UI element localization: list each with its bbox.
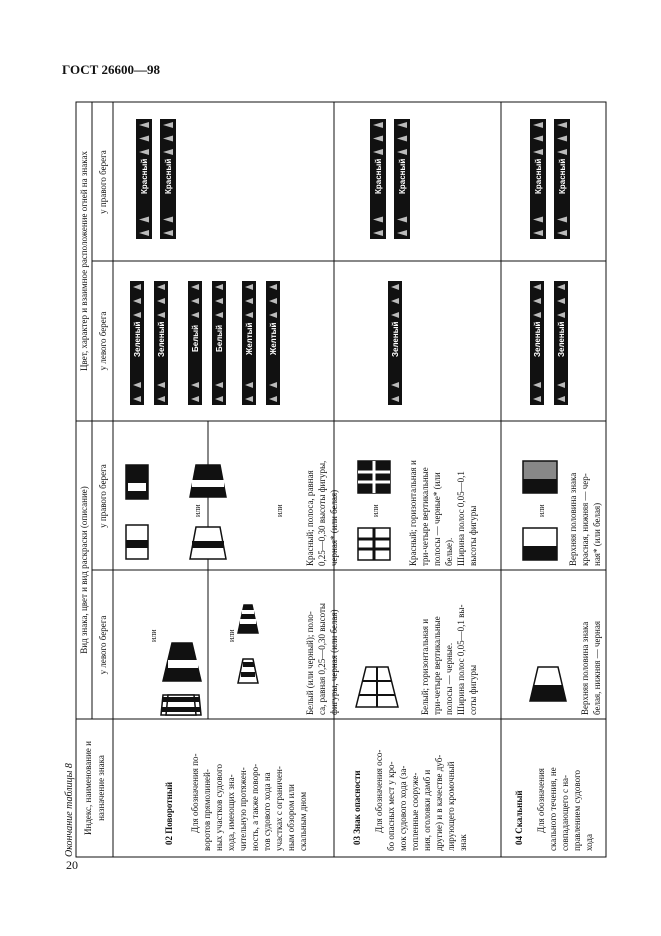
left-text-line: Ширина полос 0,05—0,1 вы- [456,604,466,715]
row-03-title: 03 Знак опасности [352,770,362,845]
desc-line: совпадающего с на- [560,774,570,851]
header-sign-view: Вид знака, цвет и вид раскраски (описание) [79,486,89,654]
light-label-green: Зеленый [133,321,142,357]
or-label: или [193,504,202,517]
row-03-right-text [408,460,478,566]
header-col1-line1: Индекс, наименование и [83,741,93,835]
row-04 [514,119,602,851]
left-text-line: Белый (или черный); поло- [305,611,315,715]
row-02-description [190,754,308,851]
right-text-line: Верхняя половина знака [568,472,578,566]
row-02-left-text [305,603,339,715]
header-left-bank-view: у левого берега [98,615,108,675]
light-label-red: Красный [398,158,407,194]
desc-line: участках с ограничен- [274,766,284,851]
sign-turning-left-small [166,695,196,715]
desc-line: чительную протяжен- [238,767,248,851]
left-text-line: белая, нижняя — черная [592,621,602,715]
row-02 [126,119,339,851]
table-caption: Окончание таблицы 8 [64,763,75,857]
light-label-green: Зеленый [157,321,166,357]
desc-line: скальным дном [298,791,308,851]
header-left-bank-lights: у левого берега [98,311,108,371]
header-right-bank-view: у правого берега [98,464,108,528]
right-text-line: полосы — черные* (или [432,472,442,566]
header-col1-line2: назначение знака [96,755,106,821]
right-text-line: Красный; горизонтальная и [408,460,418,566]
desc-line: правлением судового [572,769,582,851]
sign-turning-left-small-dark [238,659,258,683]
sign-turning-right-a [126,525,148,559]
row-03 [352,119,478,851]
light-label-green: Зеленый [557,321,566,357]
right-text-line: высоты фигуры [468,505,478,566]
page-number: 20 [66,858,78,872]
light-label-yellow: Желтый [269,322,278,355]
desc-line: хода [584,834,594,851]
sign-rock-left [530,667,566,701]
sign-turning-left-small-dark2 [238,605,258,633]
desc-line: ния, оголовки дамб и [422,769,432,851]
sign-turning-right-b [126,465,148,499]
sign-danger-left [356,667,398,707]
desc-line: бо опасных мест у кро- [386,761,396,851]
desc-line: скального течения, не [548,767,558,851]
desc-line: другие) и в качестве дуб- [434,754,444,851]
desc-line: воротов прямолиней- [202,769,212,851]
row-03-description [374,750,468,851]
row-03-left-text [420,605,478,715]
desc-line: топленные сооруже- [410,772,420,851]
or-label: или [537,504,546,517]
sign-table [64,102,606,857]
document-header: ГОСТ 26600—98 [62,62,161,77]
desc-line: ность, а также поворо- [250,763,260,851]
desc-line: ных участков судового [214,763,224,851]
desc-line: лирующего кромочный [446,761,456,851]
light-label-green: Зеленый [533,321,542,357]
left-text-line: фигуры, черная (или белая) [329,609,339,715]
or-label: или [371,504,380,517]
left-text-line: Белый; горизонтальная и [420,618,430,715]
or-label: или [227,629,236,642]
desc-line: Для обозначения осо- [374,749,384,833]
left-text-line: соты фигуры [468,665,478,715]
sign-turning-right-c [190,527,226,559]
desc-line: знак [458,834,468,851]
light-label-red: Красный [534,158,543,194]
or-label: или [275,504,284,517]
right-text-line: белые). [444,537,454,566]
light-label-red: Красный [558,158,567,194]
right-text-line: черная* (или белая) [329,489,339,566]
desc-line: ным обзором или [286,784,296,851]
row-04-left-text [580,621,602,715]
right-text-line: Красный; полоса, равная [305,470,315,566]
light-label-green: Зеленый [391,321,400,357]
row-02-left-lights [130,281,280,405]
or-label: или [149,629,158,642]
left-text-line: Верхняя половина знака [580,621,590,715]
sign-danger-right-dark [358,461,390,493]
light-label-yellow: Желтый [245,322,254,355]
light-label-red: Красный [164,158,173,194]
sign-turning-left-large-dark [163,643,201,681]
left-text-line: са, равная 0,25—0,30 высоты [317,603,327,715]
sign-rock-right-a [523,528,557,560]
right-text-line: три-четыре вертикальные [420,467,430,566]
desc-line: хода, имеющих зна- [226,774,236,851]
desc-line: Для обозначения по- [190,753,200,833]
right-text-line: красная, нижняя — чер- [580,473,590,566]
right-text-line: Ширина полос 0,05—0,1 [456,471,466,566]
right-text-line: 0,25—0,30 высоты фигуры, [317,460,327,566]
sign-turning-right-d [190,465,226,497]
row-04-right-text [568,473,602,566]
row-02-title: 02 Поворотный [164,781,174,845]
left-text-line: полосы — черные. [444,642,454,715]
light-label-white: Белый [191,324,200,352]
desc-line: Для обозначения [536,768,546,833]
right-text-line: ная* (или белая) [592,502,602,566]
left-text-line: три-четыре вертикальные [432,616,442,715]
row-04-description [536,767,594,851]
light-label-red: Красный [374,158,383,194]
sign-rock-right-b [523,461,557,493]
light-label-white: Белый [215,324,224,352]
desc-line: мок судового хода (за- [398,765,408,851]
sign-danger-right-white [358,528,390,560]
desc-line: тов судового хода на [262,772,272,851]
header-right-bank-lights: у правого берега [98,150,108,214]
row-04-title: 04 Скальный [514,790,524,845]
rotated-table [64,102,606,857]
light-label-red: Красный [140,158,149,194]
header-lights: Цвет, характер и взаимное расположение огней на знаках [79,151,89,371]
